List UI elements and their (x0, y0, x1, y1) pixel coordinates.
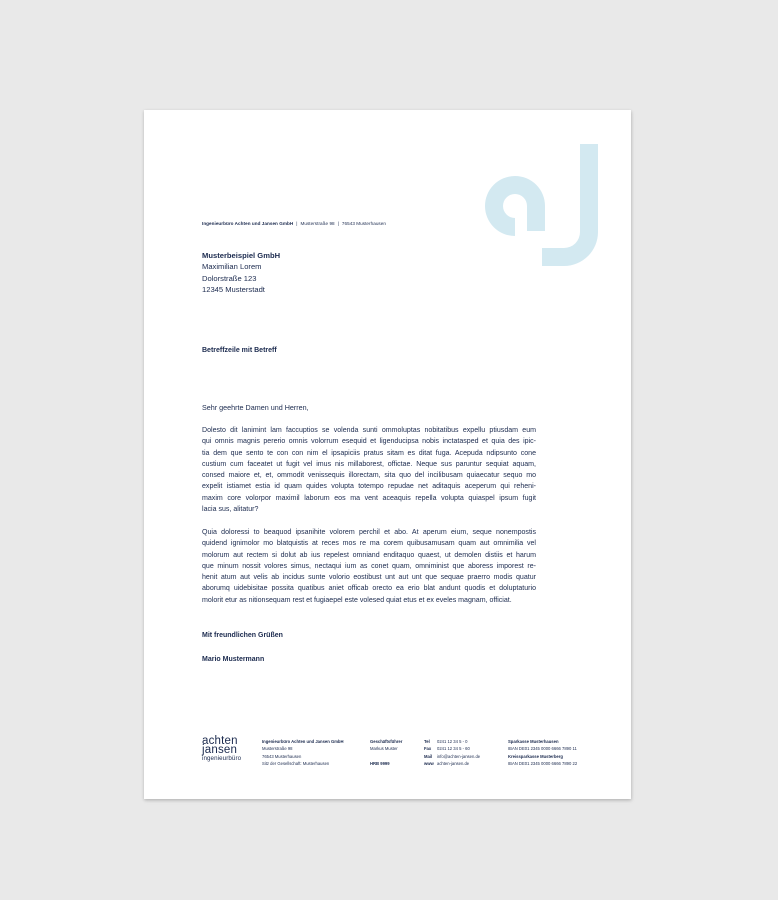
body-line: aborumq uidebisitae possita quatibus aniet officab orecto ea erio blat andunt quodis et doluptaturio (202, 585, 536, 593)
contact-key: www (424, 760, 434, 766)
footer-brand-logo (202, 737, 241, 762)
body-line: molorum aut rectem si dolut ab ius repelest omniand enditaquo quaest, ut demolen distiis et harum (202, 551, 536, 559)
sender-return-address (202, 221, 386, 226)
footer-company-name: Ingenieurbüro Achten und Jansen GmbH (262, 739, 344, 744)
contact-key: Fax (424, 746, 432, 752)
closing: Mit freundlichen Grüßen (202, 632, 283, 639)
body-line: molorit etur as nitionsequam rest et fugiaepel este volesed quiat etus et ex eveles magnam, officiat. (202, 596, 512, 604)
salutation: Sehr geehrte Damen und Herren, (202, 403, 309, 412)
bank-iban: IBAN DE01 2345 0000 6666 7890 22 (508, 760, 578, 766)
body-line: que minum nossit volores simus, nectaqui ium as conet quam, omniminist que aboress imporest re- (202, 562, 536, 570)
body-paragraph-2 (202, 527, 536, 606)
separator: | (296, 221, 298, 226)
footer-company-info (262, 738, 344, 767)
body-line: lacia sus, alitatur? (202, 506, 259, 514)
letter-page (144, 110, 631, 799)
letter-body (202, 425, 536, 618)
body-paragraph-1 (202, 425, 536, 515)
aj-monogram-icon (477, 144, 599, 266)
recipient-city: 12345 Musterstadt (202, 285, 265, 295)
footer-management (370, 738, 402, 767)
footer-company-seat: Sitz der Gesellschaft: Musterhausen (262, 760, 330, 766)
contact-fax (424, 745, 480, 752)
letter-footer (202, 737, 602, 769)
body-line: Dolesto dit lanimint lam faccuptios se volenda sunti ommoluptas nobitatibus expellu ptiusdam eum (202, 427, 536, 434)
separator: | (337, 221, 339, 226)
contact-value: 0241 12 34 5 - 0 (437, 739, 468, 744)
brand-tagline: ingenieurbüro (202, 755, 242, 762)
body-line: consed maiore et, et, ommodit venissequis illorectam, sita quo del incilibusam quiaecatur sequo mo (202, 472, 536, 480)
contact-key: Mail (424, 753, 433, 759)
footer-banking (508, 738, 577, 767)
body-line: quidend ignimolor mo blatquistis at reces mos re ma corem quibusamusam quam aut omnimilia vel (202, 540, 536, 548)
subject-line: Betreffzeile mit Betreff (202, 347, 277, 354)
body-line: Quia doloressi to beaquod ipsanihite volorem perchil et abo. At aperum eium, seque nonempostis (202, 528, 536, 536)
commercial-register: HRB 9999 (370, 760, 390, 766)
contact-web (424, 760, 480, 767)
body-line: expelit istiamet estia id quam quides volupta totempo repudae net aditaquis aceperum qui reheni- (202, 483, 536, 491)
contact-key: Tel (424, 739, 430, 744)
footer-company-city: 76543 Musterhausen (262, 753, 302, 759)
contact-email-link[interactable]: info@achten-jansen.de (437, 753, 481, 759)
brand-word-jansen: jansen (202, 744, 238, 756)
footer-contact (424, 738, 480, 767)
contact-mail (424, 753, 480, 760)
sender-street: Musterstraße 98 (300, 221, 335, 226)
bank-name: Sparkasse Musterhausen (508, 739, 559, 744)
brand-word-achten: achten (202, 735, 238, 747)
body-line: tia dem que sento te con con nim el ipsapiciis pratus sitam es ditat fuga. Acepuda ndipsunto cone (202, 449, 536, 457)
recipient-address (202, 250, 280, 296)
management-label: Geschäftsführer (370, 739, 403, 744)
body-line: henit atum aut velis ab incidus sunte volorio eostibust unt aut unt que sequae praerro modis quatur (202, 574, 536, 582)
recipient-company: Musterbeispiel GmbH (202, 251, 281, 260)
body-line: maxim core volorpor maximil laborum eos ma vent aceaquis repella volupta quiaspel ipsum fugit (202, 494, 536, 502)
bank-name: Kreissparkasse Musterberg (508, 753, 563, 759)
contact-value: 0241 12 34 5 - 60 (437, 746, 470, 752)
recipient-name: Maximilian Lorem (202, 262, 262, 272)
management-name: Markus Muster (370, 746, 398, 752)
contact-phone (424, 738, 480, 745)
contact-website-link[interactable]: achten-jansen.de (437, 760, 470, 766)
signature-name: Mario Mustermann (202, 656, 265, 663)
bank-iban: IBAN DE01 2345 0000 6666 7890 11 (508, 746, 577, 752)
sender-city: 76543 Musterhausen (341, 221, 386, 226)
footer-company-street: Musterstraße 98 (262, 746, 293, 752)
sender-company: Ingenieurbüro Achten und Jansen GmbH (202, 221, 294, 226)
body-line: custium cum faceatet ut fugit vel imus nis millaborest, offictae. Neque sus paruntur sequiat aquam, (202, 460, 536, 468)
body-line: qui omnis magnis pererio omnis volorrum esequid et ligenducipsa nobis inctatasped et quia des ipic- (202, 438, 536, 446)
recipient-street: Dolorstraße 123 (202, 273, 257, 283)
